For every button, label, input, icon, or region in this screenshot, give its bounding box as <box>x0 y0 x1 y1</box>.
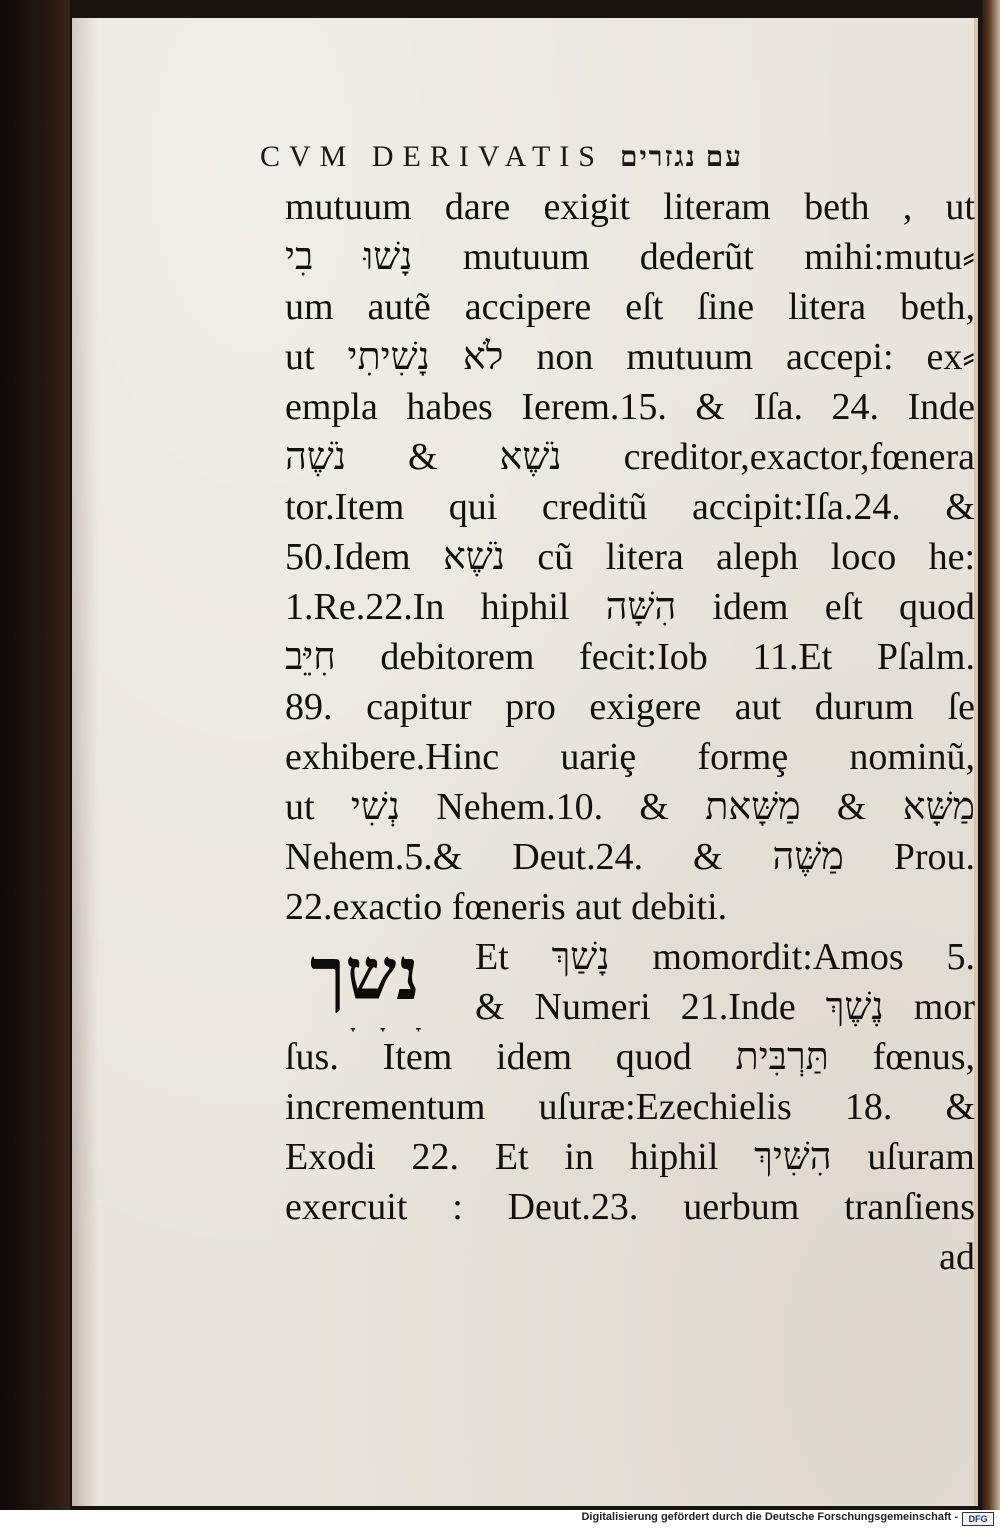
text-line: exercuit : Deut.23. uerbum tranſiens <box>285 1186 975 1228</box>
text-line: חִיֵּב debitorem fecit:Iob 11.Et Pſalm. <box>285 636 975 678</box>
text-line: ut נְשִׁי Nehem.10. & מַשָּׁא & מַשָּׁאת <box>285 786 976 828</box>
binding-edge <box>0 0 70 1510</box>
text-line: ſus. Item idem quod תַּרְבִּית fœnus, <box>285 1036 975 1078</box>
digitization-footer <box>0 1510 1000 1529</box>
catchword: ad <box>939 1236 975 1278</box>
entry-line-beside-headword: Et נָשַׁךְ momordit:Amos 5. <box>475 936 975 978</box>
text-line: Nehem.5.& Deut.24. & מַשֶּׁה Prou. <box>285 836 975 878</box>
text-line: um autẽ accipere eſt ſine litera beth, <box>285 286 975 328</box>
main-text <box>285 182 975 1282</box>
text-line: נֹשֶׁא & נֹשֶׁה creditor,exactor,fœnera <box>285 436 975 478</box>
text-line: 22.exactio fœneris aut debiti. <box>285 886 728 928</box>
text-line: ut לֹא נָשִׁיתִי non mutuum accepi: ex⸗ <box>285 336 975 378</box>
page-edge <box>982 0 1000 1510</box>
dfg-logo-icon: DFG <box>962 1512 994 1526</box>
text-line: mutuum dare exigit literam beth , ut <box>285 186 975 228</box>
text-line: tor.Item qui creditũ accipit:Iſa.24. & <box>285 486 975 528</box>
running-head-latin: CVM DERIVATIS <box>260 140 604 173</box>
text-line: Exodi 22. Et in hiphil הִשִּׁיךְ uſuram <box>285 1136 975 1178</box>
entry-line-beside-headword: & Numeri 21.Inde נֶשֶׁךְ mor <box>475 986 975 1028</box>
text-line: incrementum uſuræ:Ezechielis 18. & <box>285 1086 975 1128</box>
text-line: 1.Re.22.In hiphil הִשָּׁה idem eſt quod <box>285 586 975 628</box>
text-line: exhibere.Hinc uariȩ formȩ nominũ, <box>285 736 975 778</box>
text-line: נָשׁוּ בִי mutuum dederũt mihi:mutu⸗ <box>285 236 975 278</box>
text-line: 89. capitur pro exigere aut durum ſe <box>285 686 975 728</box>
headword-vowel-points: ׇ ׇ ׇ <box>350 1007 451 1032</box>
entry-headword <box>310 935 480 1030</box>
text-line: 50.Idem נֹשֶׁא cũ litera aleph loco he: <box>285 536 975 578</box>
running-head-hebrew: עם נגזרים <box>619 142 744 173</box>
running-head <box>260 140 920 180</box>
text-line: empla habes Ierem.15. & Iſa. 24. Inde <box>285 386 975 428</box>
headword-hebrew: נשך <box>310 935 420 1015</box>
funding-credit: Digitalisierung gefördert durch die Deutsche Forschungsgemeinschaft - <box>581 1511 958 1523</box>
